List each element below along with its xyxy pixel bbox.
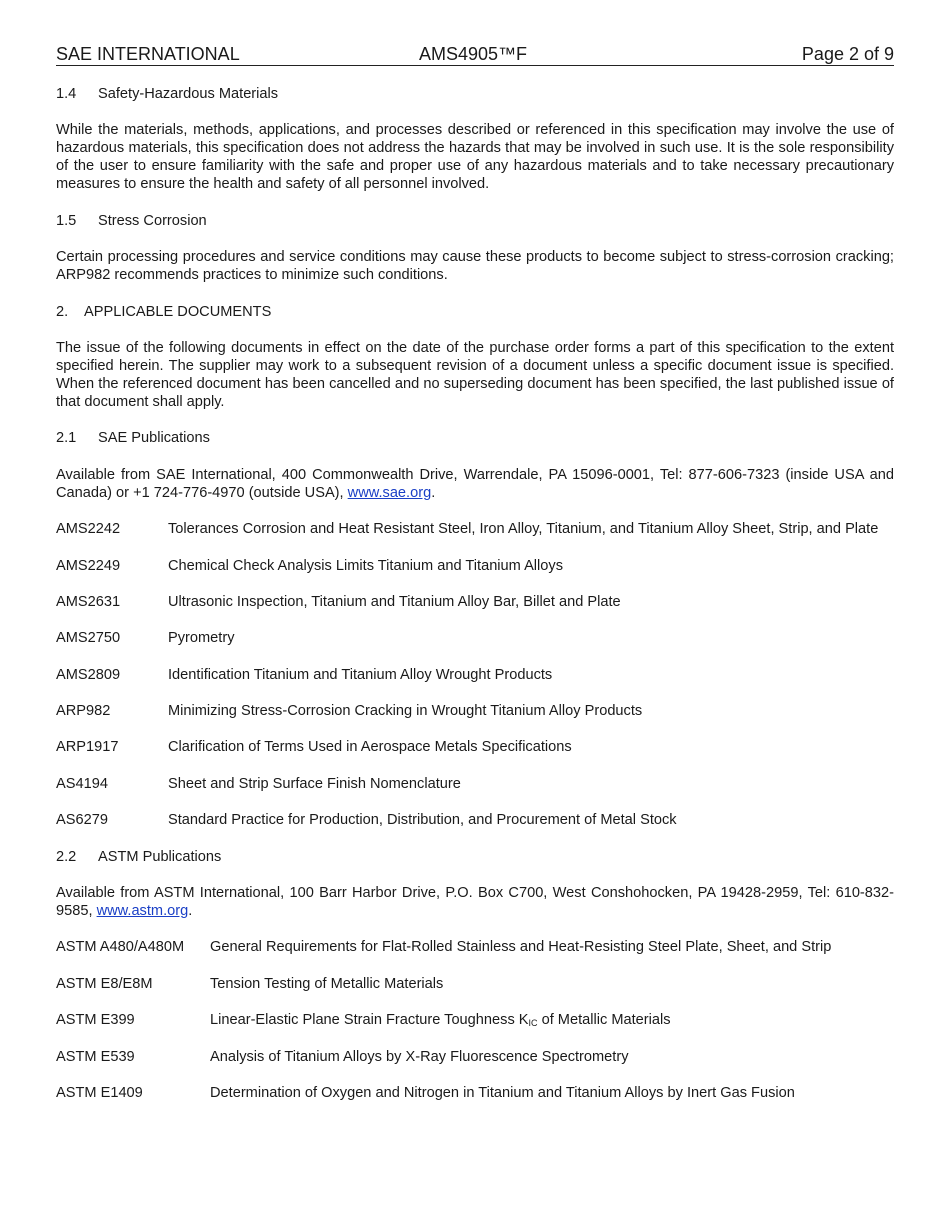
reference-item (56, 629, 894, 647)
section-heading-2-1 (56, 429, 894, 447)
section-title: ASTM Publications (98, 848, 222, 865)
section-heading-1-4 (56, 85, 894, 103)
reference-title: Chemical Check Analysis Limits Titanium and Titanium Alloys (168, 557, 563, 574)
astm-availability-text: Available from ASTM International, 100 Barr Harbor Drive, P.O. Box C700, West Conshohocken, PA 19428-2959, Tel: 610-832-9585, (56, 885, 894, 920)
header-organization: SAE INTERNATIONAL (56, 44, 240, 64)
section-number: 2.1 (56, 430, 77, 447)
reference-code: AMS2750 (56, 630, 121, 647)
reference-item (56, 520, 894, 538)
reference-item (56, 1048, 894, 1066)
section-number: 2.2 (56, 848, 77, 865)
header-page-number: Page 2 of 9 (801, 44, 894, 64)
section-title: Stress Corrosion (98, 212, 207, 229)
reference-item (56, 593, 894, 611)
header-document-number: AMS4905™F (419, 44, 528, 64)
reference-code: AMS2631 (56, 593, 121, 610)
reference-code: ASTM E1409 (56, 1084, 143, 1101)
reference-code: ASTM E539 (56, 1048, 135, 1065)
section-heading-1-5 (56, 212, 894, 230)
reference-code: ARP982 (56, 703, 111, 720)
sentence-end: . (431, 484, 436, 501)
reference-code: ASTM E399 (56, 1012, 135, 1029)
sae-reference-list (56, 502, 894, 830)
reference-title: Identification Titanium and Titanium Alloy Wrought Products (168, 666, 553, 683)
reference-title: Determination of Oxygen and Nitrogen in Titanium and Titanium Alloys by Inert Gas Fusion (210, 1084, 795, 1101)
section-heading-2-2 (56, 848, 894, 866)
applicable-documents-paragraph: The issue of the following documents in effect on the date of the purchase order forms a part of this specification to the extent specified herein. The supplier may work to a subsequent revision of a document unless a specific document issue is specified. When the referenced document has been cancelled and no superseding document has been specified, the last published issue of that document shall apply. (56, 339, 894, 410)
reference-code: AMS2242 (56, 521, 121, 538)
reference-title: Tension Testing of Metallic Materials (210, 975, 444, 992)
reference-code: ASTM A480/A480M (56, 939, 185, 956)
reference-item (56, 702, 894, 720)
reference-code: AS4194 (56, 775, 108, 792)
reference-code: ARP1917 (56, 739, 119, 756)
reference-title: Analysis of Titanium Alloys by X-Ray Fluorescence Spectrometry (210, 1048, 629, 1065)
reference-item (56, 975, 894, 993)
section-heading-2 (56, 303, 894, 321)
reference-title: Tolerances Corrosion and Heat Resistant Steel, Iron Alloy, Titanium, and Titanium Alloy Sheet, Strip, and Plate (168, 521, 879, 538)
reference-title-part: of Metallic Materials (537, 1012, 671, 1029)
reference-title: Standard Practice for Production, Distribution, and Procurement of Metal Stock (168, 812, 677, 829)
reference-title (210, 1011, 894, 1029)
section-title: SAE Publications (98, 430, 210, 447)
reference-title: Sheet and Strip Surface Finish Nomenclature (168, 775, 461, 792)
reference-item (56, 811, 894, 829)
astm-website-link[interactable]: www.astm.org (96, 903, 189, 920)
reference-title: Minimizing Stress-Corrosion Cracking in Wrought Titanium Alloy Products (168, 703, 643, 720)
reference-title: Clarification of Terms Used in Aerospace Metals Specifications (168, 739, 572, 756)
section-title: Safety-Hazardous Materials (98, 86, 279, 102)
reference-item (56, 666, 894, 684)
sae-availability-text: Available from SAE International, 400 Commonwealth Drive, Warrendale, PA 15096-0001, Tel: 877-606-7323 (inside USA and Canada) or +1 724-776-4970 (outside USA), (56, 466, 894, 501)
page-header (56, 43, 894, 66)
reference-item (56, 738, 894, 756)
reference-code: ASTM E8/E8M (56, 975, 153, 992)
section-number: 1.5 (56, 212, 77, 229)
reference-item (56, 938, 894, 956)
safety-paragraph: While the materials, methods, applications, and processes described or referenced in this specification may involve the use of hazardous materials, this specification does not address the hazards that may be involved in such use. It is the sole responsibility of the user to ensure familiarity with the safe and proper use of any hazardous materials and to take necessary precautionary measures to ensure the health and safety of all personnel involved. (56, 122, 894, 193)
reference-title: General Requirements for Flat-Rolled Stainless and Heat-Resisting Steel Plate, Sheet, and Strip (210, 939, 832, 956)
reference-title-part: Linear-Elastic Plane Strain Fracture Toughness K (210, 1012, 529, 1029)
reference-item (56, 557, 894, 575)
astm-reference-list (56, 920, 894, 1102)
sae-availability-paragraph (56, 466, 894, 502)
section-title: APPLICABLE DOCUMENTS (84, 303, 272, 320)
stress-corrosion-paragraph: Certain processing procedures and service conditions may cause these products to become subject to stress-corrosion cracking; ARP982 recommends practices to minimize such conditions. (56, 249, 894, 284)
reference-item (56, 775, 894, 793)
sae-website-link[interactable]: www.sae.org (347, 484, 432, 501)
astm-availability-paragraph (56, 884, 894, 920)
reference-title: Ultrasonic Inspection, Titanium and Titanium Alloy Bar, Billet and Plate (168, 593, 621, 610)
section-number: 1.4 (56, 86, 77, 102)
reference-item (56, 1011, 894, 1029)
document-page (56, 43, 894, 1102)
sentence-end: . (188, 903, 193, 920)
reference-code: AMS2249 (56, 557, 121, 574)
reference-item (56, 1084, 894, 1102)
reference-title: Pyrometry (168, 630, 235, 647)
subscript-ic: IC (528, 1018, 538, 1029)
reference-code: AMS2809 (56, 666, 121, 683)
reference-code: AS6279 (56, 812, 108, 829)
section-number: 2. (56, 303, 69, 320)
